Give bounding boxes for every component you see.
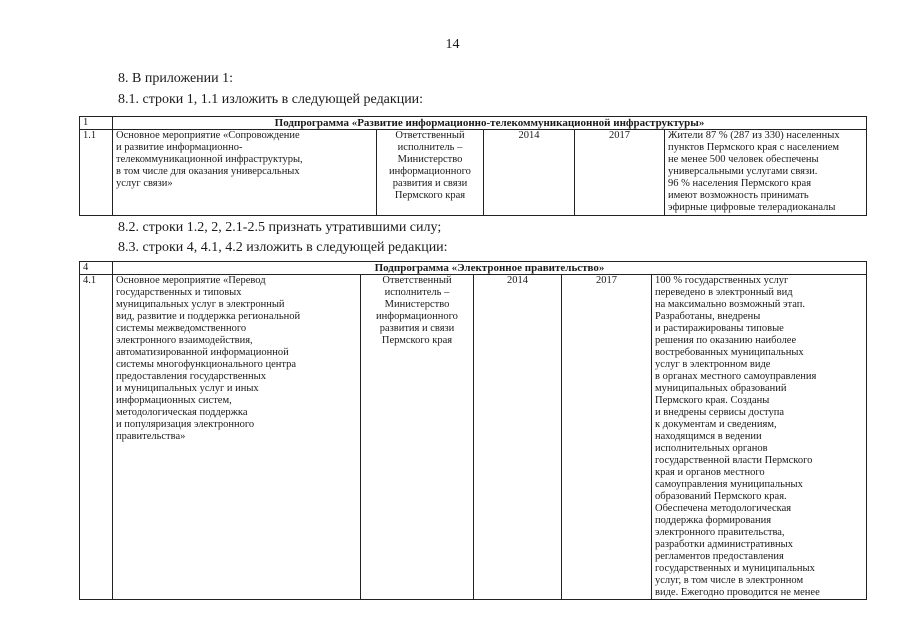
subprogram-title: Подпрограмма «Развитие информационно-телекоммуникационной инфраструктуры»: [113, 117, 867, 130]
paragraph-8-3: 8.3. строки 4, 4.1, 4.2 изложить в следующей редакции:: [118, 240, 448, 255]
header-number: 1: [80, 117, 113, 130]
paragraph-8-1: 8.1. строки 1, 1.1 изложить в следующей редакции:: [118, 92, 424, 107]
table-header-row: [80, 117, 867, 130]
result-cell: 100 % государственных услуг переведено в электронный вид на максимально возможный этап. Разработаны, внедрены и растиражированы типовые решения по оказанию наиболее востребованных муниципальных услуг в электронном виде в органах местного самоуправления муниципальных образований Пермского края. Созданы и внедрены сервисы доступа к документам и сведениям, находящимся в ведении исполнительных органов государственной власти Пермского края и органов местного самоуправления муниципальных образований Пермского края. Обеспечена методологическая поддержка формирования электронного правительства, разработки административных регламентов предоставления государственных и муниципальных услуг, в том числе в электронном виде. Ежегодно проводится не менее: [652, 275, 867, 600]
table-header-row: [80, 262, 867, 275]
end-year-cell: 2017: [575, 130, 665, 216]
row-number: 4.1: [80, 275, 113, 600]
event-cell: Основное мероприятие «Перевод государственных и типовых муниципальных услуг в электронный вид, развитие и поддержка региональной системы межведомственного электронного взаимодействия, автоматизированной информационной системы многофункционального центра предоставления государственных и муниципальных услуг и иных информационных систем, методологическая поддержка и популяризация электронного правительства»: [113, 275, 361, 600]
table-row: [80, 275, 867, 600]
event-cell: Основное мероприятие «Сопровождение и развитие информационно- телекоммуникационной инфраструктуры, в том числе для оказания универсальных услуг связи»: [113, 130, 377, 216]
page-number: 14: [445, 37, 460, 52]
responsible-cell: Ответственный исполнитель – Министерство информационного развития и связи Пермского края: [377, 130, 484, 216]
start-year-cell: 2014: [474, 275, 562, 600]
table-infrastructure: [79, 116, 867, 216]
paragraph-8-2: 8.2. строки 1.2, 2, 2.1-2.5 признать утратившими силу;: [118, 220, 442, 235]
paragraph-8: 8. В приложении 1:: [118, 71, 234, 86]
result-cell: Жители 87 % (287 из 330) населенных пунктов Пермского края с населением не менее 500 человек обеспечены универсальными услугами связи. 96 % населения Пермского края имеют возможность принимать эфирные цифровые телерадиоканалы: [665, 130, 867, 216]
responsible-cell: Ответственный исполнитель – Министерство информационного развития и связи Пермского края: [361, 275, 474, 600]
start-year-cell: 2014: [484, 130, 575, 216]
end-year-cell: 2017: [562, 275, 652, 600]
subprogram-title: Подпрограмма «Электронное правительство»: [113, 262, 867, 275]
table-e-government: [79, 261, 867, 600]
row-number: 1.1: [80, 130, 113, 216]
header-number: 4: [80, 262, 113, 275]
table-row: [80, 130, 867, 216]
